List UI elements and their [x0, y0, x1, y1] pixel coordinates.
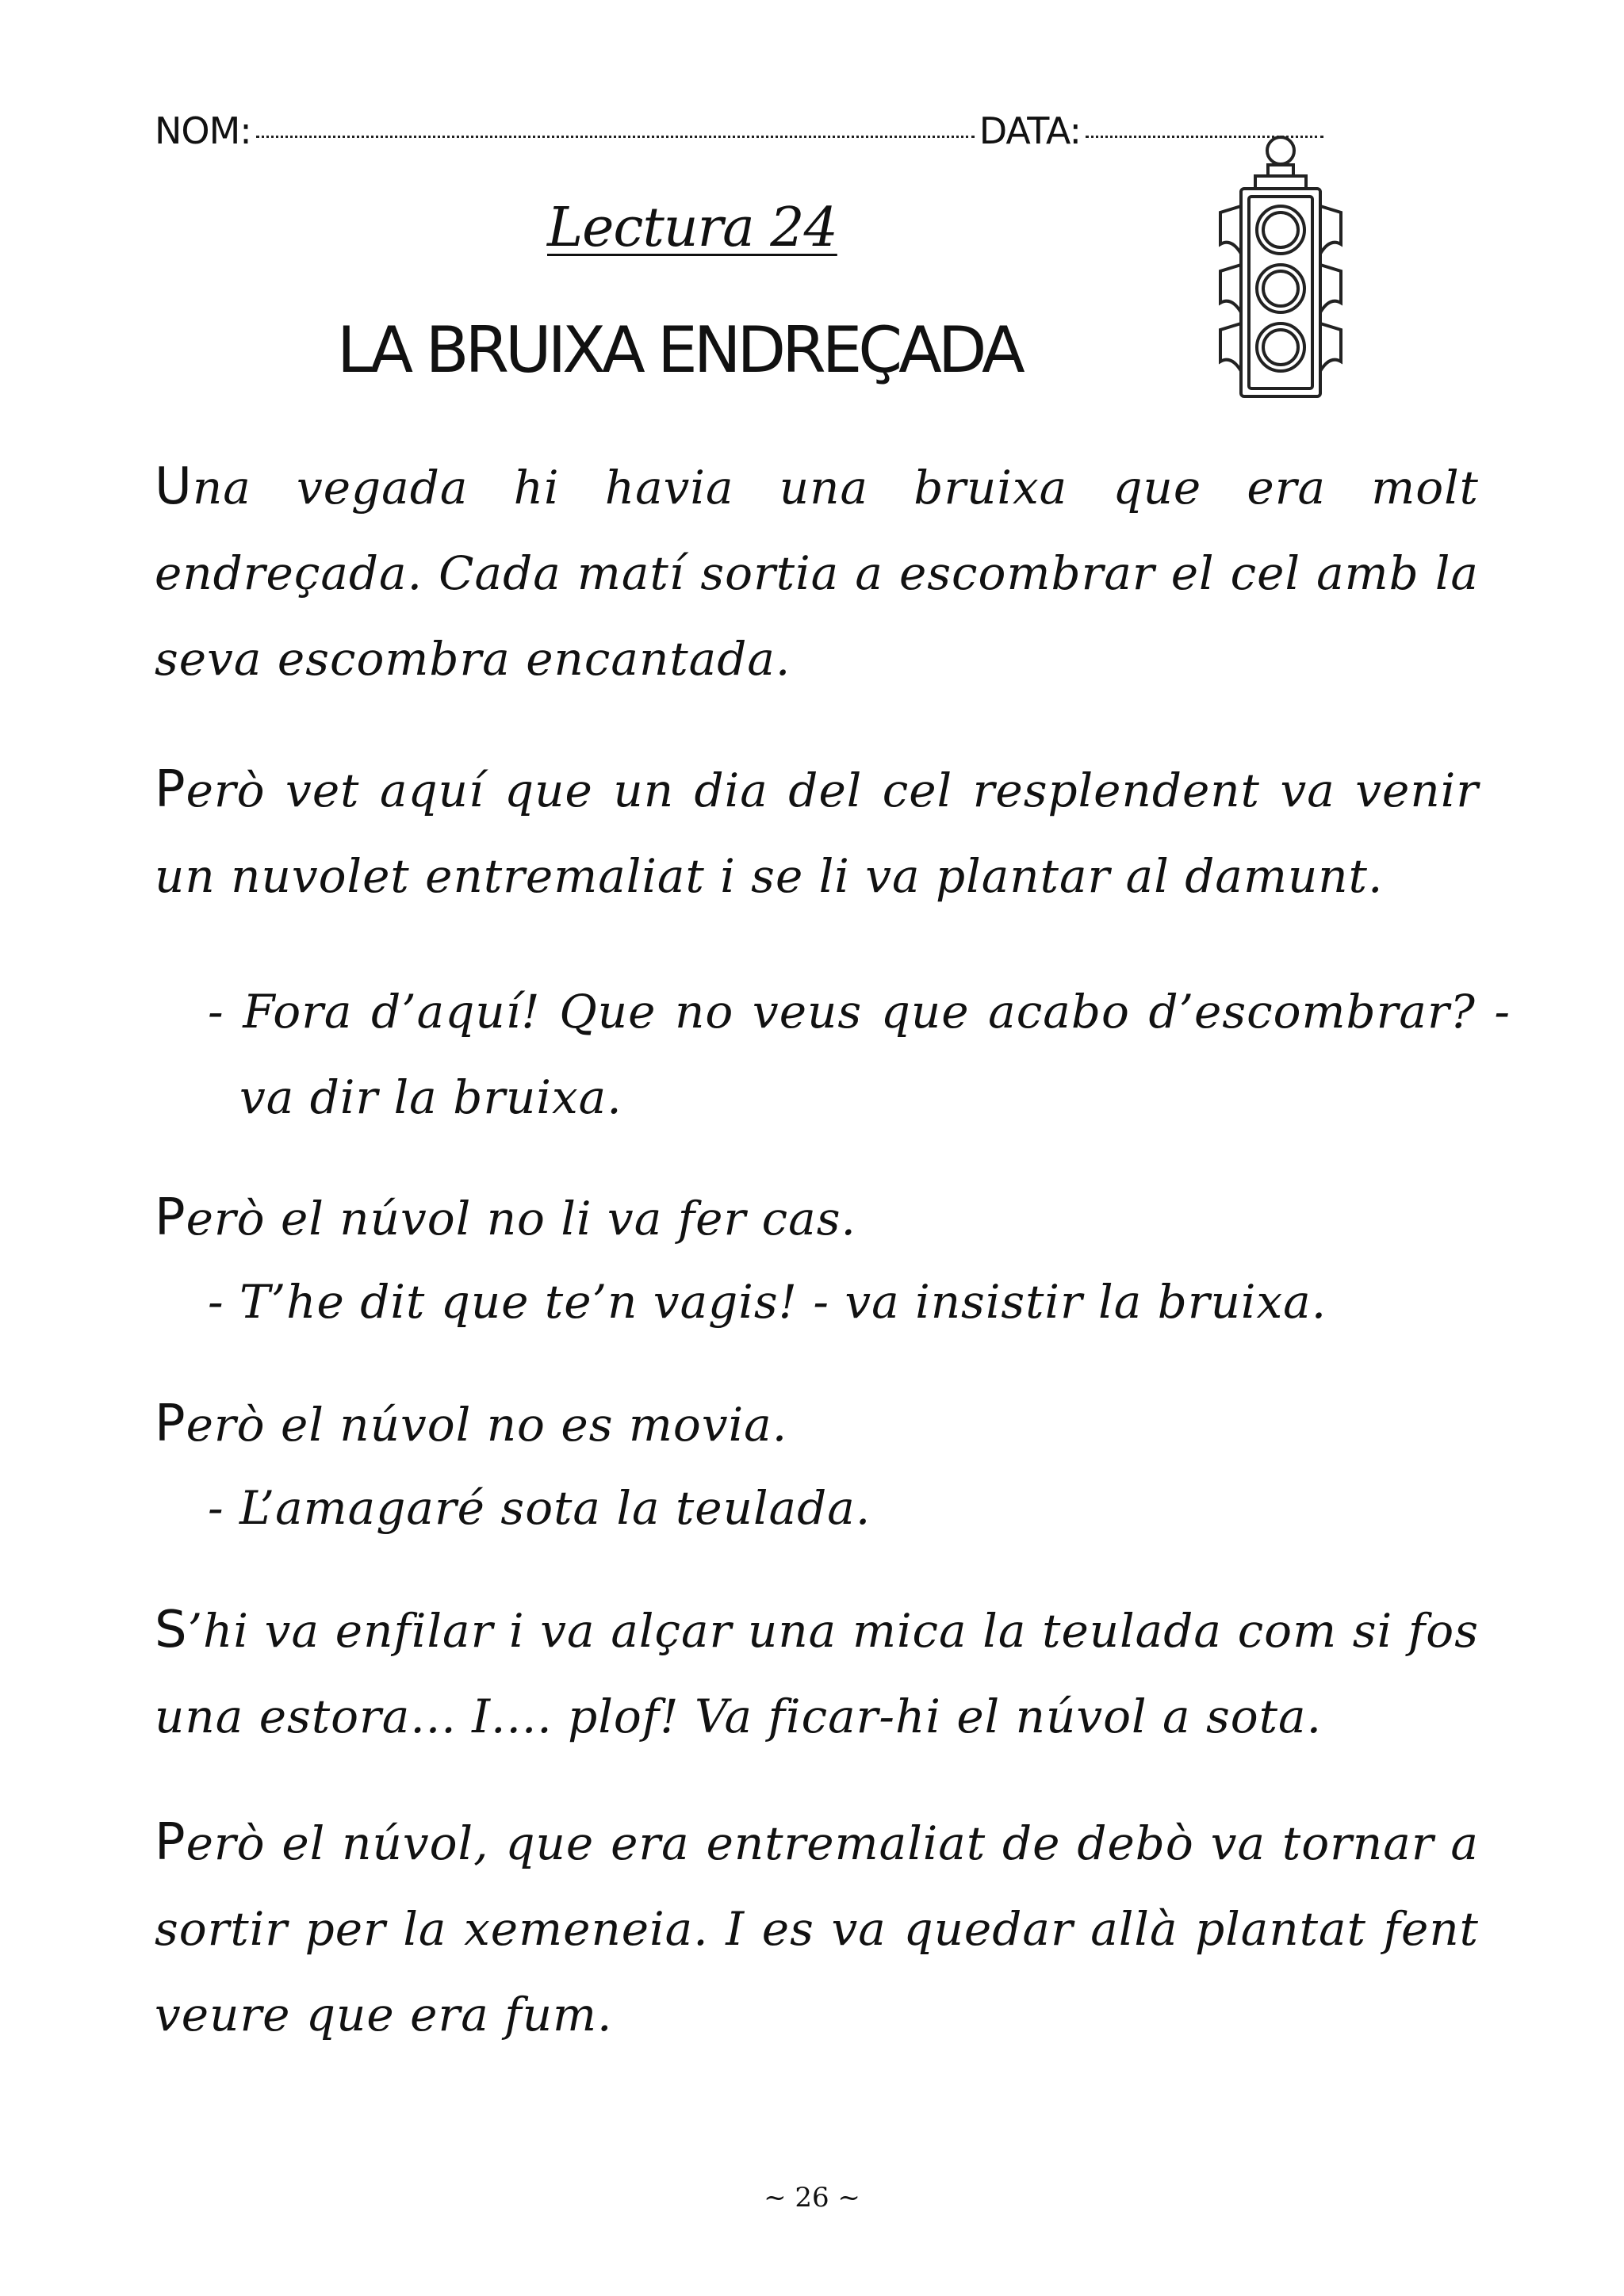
paragraph-6-text: erò el núvol, que era entremaliat de debò va tornar a sortir per la xemeneia. I es va quedar allà plantat fent veure que era fum.: [155, 1816, 1479, 2042]
paragraph-5-text: ’hi va enfilar i va alçar una mica la teulada com si fos una estora... I.... plof! Va ficar-hi el núvol a sota.: [155, 1604, 1479, 1743]
paragraph-3-text: erò el núvol no li va fer cas.: [186, 1192, 856, 1246]
paragraph-2-text: erò vet aquí que un dia del cel resplendent va venir un nuvolet entremaliat i se li va plantar al damunt.: [155, 763, 1479, 903]
page-title: LA BRUIXA ENDREÇADA: [337, 313, 1021, 387]
traffic-light-icon: [1217, 133, 1344, 403]
paragraph-4-text: erò el núvol no es movia.: [186, 1398, 788, 1452]
paragraph-6-initial: P: [155, 1813, 186, 1872]
paragraph-5: [155, 1587, 1479, 1759]
date-label: DATA:: [979, 109, 1081, 152]
paragraph-3-initial: P: [155, 1188, 186, 1247]
paragraph-3: [155, 1175, 1479, 1261]
name-label: NOM:: [155, 109, 251, 152]
paragraph-5-initial: S: [155, 1601, 188, 1659]
paragraph-6: [155, 1800, 1479, 2057]
dialogue-1: [208, 969, 1511, 1140]
name-field[interactable]: [256, 136, 975, 138]
dialogue-3-text: - L’amagaré sota la teulada.: [208, 1481, 871, 1535]
header-line: [155, 94, 1328, 152]
paragraph-1-initial: U: [155, 457, 193, 516]
paragraph-2-initial: P: [155, 760, 186, 819]
reading-number: Lectura 24: [547, 197, 837, 259]
dialogue-1-text: - Fora d’aquí! Que no veus que acabo d’escombrar? -va dir la bruixa.: [208, 985, 1511, 1124]
paragraph-1: [155, 444, 1479, 702]
page-number: ~ 26 ~: [764, 2182, 860, 2214]
dialogue-2: [208, 1259, 1479, 1345]
paragraph-2: [155, 747, 1479, 919]
dialogue-3: [208, 1465, 1479, 1551]
dialogue-2-text: - T’he dit que te’n vagis! - va insistir la bruixa.: [208, 1275, 1327, 1329]
paragraph-1-text: na vegada hi havia una bruixa que era molt endreçada. Cada matí sortia a escombrar el cel amb la seva escombra encantada.: [155, 461, 1479, 686]
paragraph-4: [155, 1381, 1479, 1468]
paragraph-4-initial: P: [155, 1395, 186, 1453]
